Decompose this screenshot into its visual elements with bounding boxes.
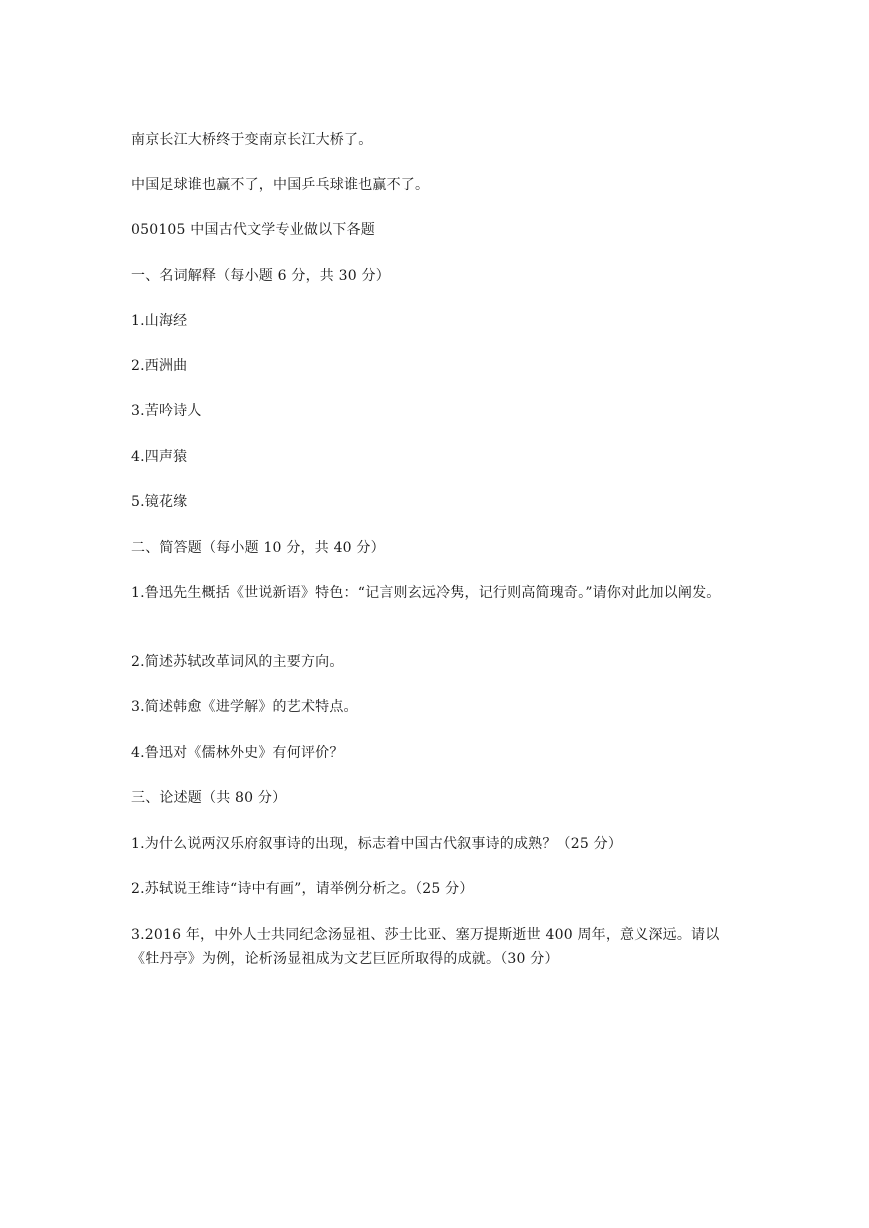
question-2-4: 4.鲁迅对《儒林外史》有何评价？ <box>131 745 344 761</box>
question-2-3: 3.简述韩愈《进学解》的艺术特点。 <box>131 699 358 715</box>
section-heading-2: 二、简答题（每小题 10 分，共 40 分） <box>131 540 385 556</box>
section-heading-1: 一、名词解释（每小题 6 分，共 30 分） <box>131 268 390 284</box>
question-1-1: 1.山海经 <box>131 313 188 329</box>
section-heading-major: 050105 中国古代文学专业做以下各题 <box>131 222 375 238</box>
section-heading-3: 三、论述题（共 80 分） <box>131 790 287 806</box>
question-1-3: 3.苦吟诗人 <box>131 403 202 419</box>
question-1-5: 5.镜花缘 <box>131 494 188 510</box>
question-1-2: 2.西洲曲 <box>131 358 188 374</box>
question-2-1: 1.鲁迅先生概括《世说新语》特色：“记言则玄远冷隽，记行则高简瑰奇。”请你对此加以阐发。 <box>131 585 721 601</box>
question-2-2: 2.简述苏轼改革词风的主要方向。 <box>131 654 344 670</box>
text-line-1: 南京长江大桥终于变南京长江大桥了。 <box>131 132 373 148</box>
text-line-2: 中国足球谁也赢不了，中国乒乓球谁也赢不了。 <box>131 177 430 193</box>
question-3-2: 2.苏轼说王维诗“诗中有画”，请举例分析之。（25 分） <box>131 881 474 897</box>
question-3-3: 3.2016 年，中外人士共同纪念汤显祖、莎士比亚、塞万提斯逝世 400 周年，意义深远。请以《牡丹亭》为例，论析汤显祖成为文艺巨匠所取得的成就。（30 分） <box>131 927 720 967</box>
question-1-4: 4.四声猿 <box>131 449 188 465</box>
question-3-1: 1.为什么说两汉乐府叙事诗的出现，标志着中国古代叙事诗的成熟？（25 分） <box>131 836 623 852</box>
